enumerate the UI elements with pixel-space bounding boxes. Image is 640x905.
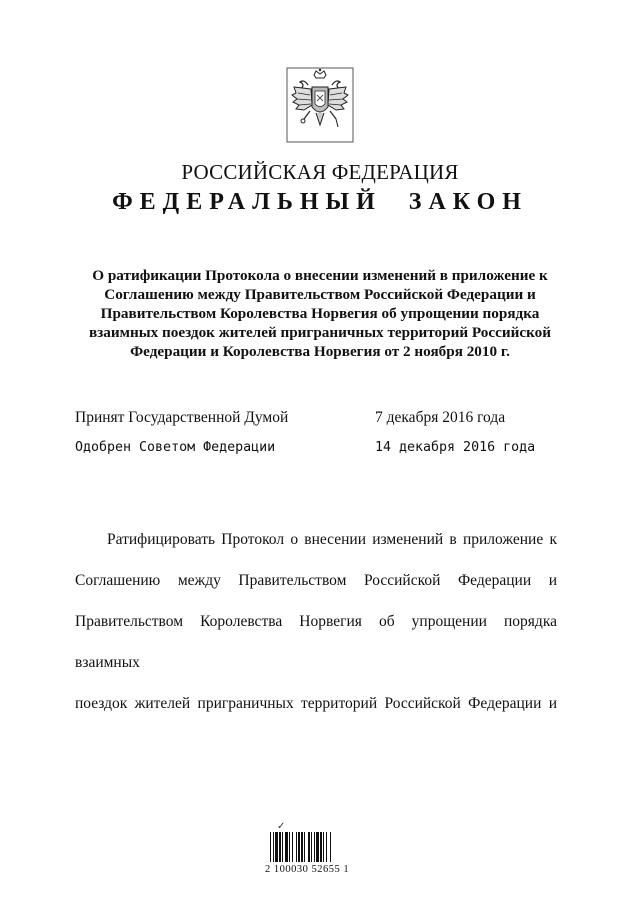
council-approval-row: [75, 440, 555, 460]
law-title-line: Правительством Королевства Норвегия об упрощении порядка: [100, 305, 540, 322]
document-type-heading: ФЕДЕРАЛЬНЫЙ ЗАКОН: [112, 189, 528, 215]
barcode-number: 2 100030 52655 1: [265, 864, 350, 875]
law-title: [70, 266, 570, 361]
law-title-line: Федерации и Королевства Норвегия от 2 ноября 2010 г.: [130, 343, 510, 360]
body-line: Правительством Королевства Норвегия об упрощении порядка взаимных: [75, 613, 557, 671]
law-title-line: Соглашению между Правительством Российской Федерации и: [104, 286, 536, 303]
duma-adoption-row: [75, 409, 555, 429]
body-line: Ратифицировать Протокол о внесении изменений в приложение к: [107, 531, 557, 548]
coat-of-arms-icon: [286, 67, 354, 143]
barcode-mark-icon: ✓: [277, 821, 286, 832]
barcode-icon: [270, 832, 358, 862]
council-approval-label: Одобрен Советом Федерации: [75, 440, 276, 455]
council-approval-date: 14 декабря 2016 года: [375, 440, 536, 455]
country-name: РОССИЙСКАЯ ФЕДЕРАЦИЯ: [181, 160, 459, 184]
law-title-line: взаимных поездок жителей приграничных территорий Российской: [88, 324, 551, 341]
duma-adoption-date: 7 декабря 2016 года: [375, 409, 506, 426]
law-body-text: [75, 519, 557, 724]
body-line: поездок жителей приграничных территорий Российской Федерации и: [75, 695, 557, 712]
law-title-line: О ратификации Протокола о внесении изменений в приложение к: [92, 267, 548, 284]
body-line: Соглашению между Правительством Российской Федерации и: [75, 572, 557, 589]
duma-adoption-label: Принят Государственной Думой: [75, 409, 289, 426]
